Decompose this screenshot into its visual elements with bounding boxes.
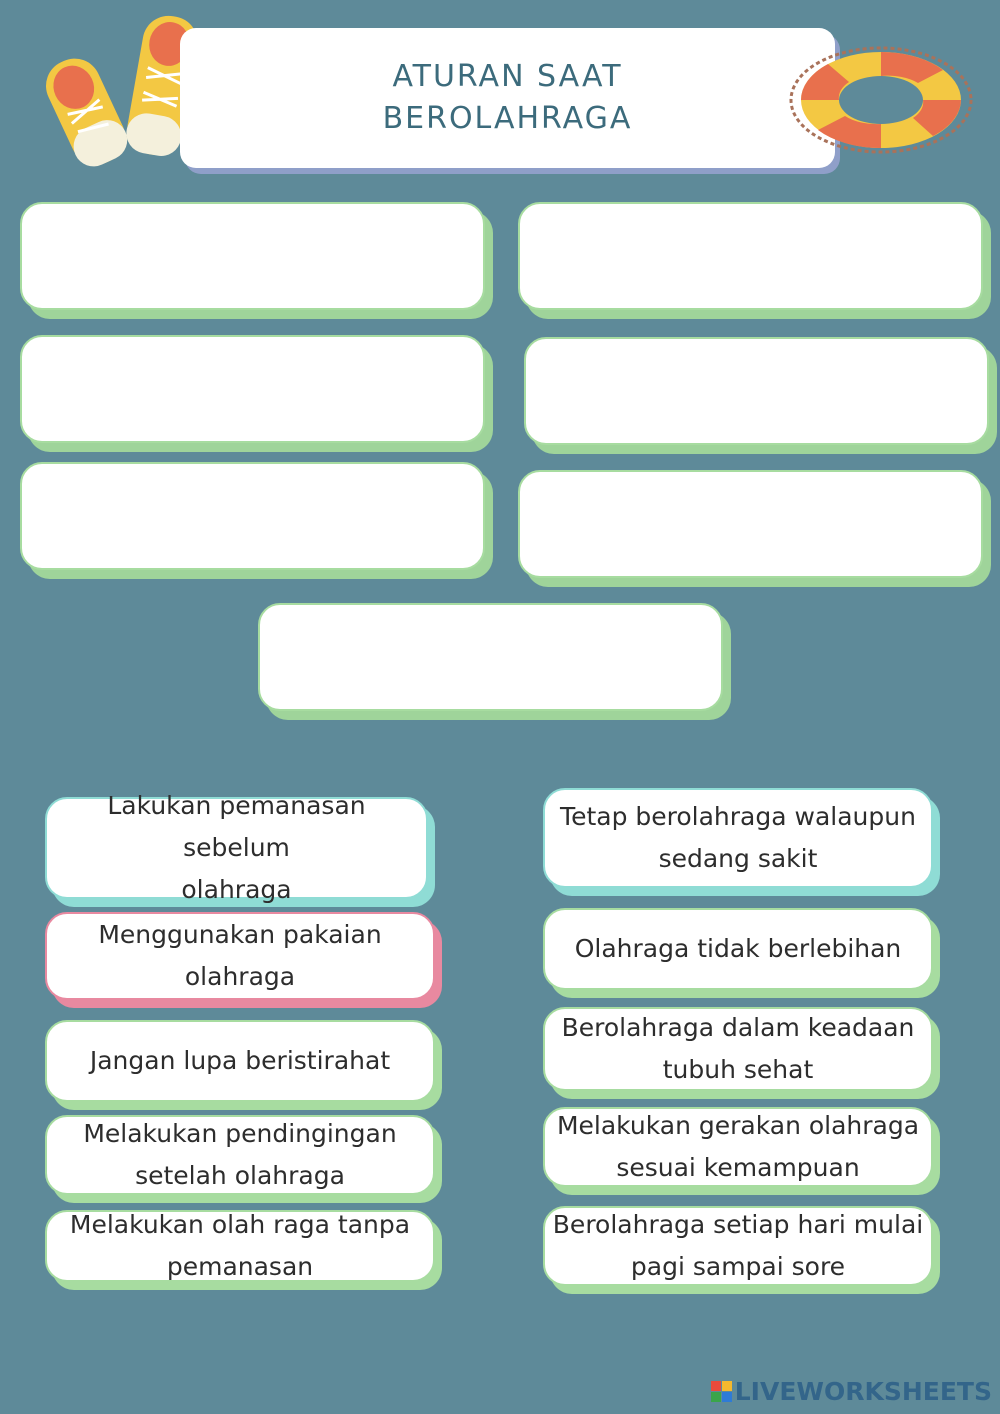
title-card — [180, 28, 835, 168]
option-label: Menggunakan pakaian olahraga — [98, 920, 382, 991]
option-card[interactable] — [543, 788, 933, 888]
option-label: Melakukan olah raga tanpa pemanasan — [69, 1210, 411, 1281]
option-label: Lakukan pemanasan sebelum olahraga — [107, 791, 366, 904]
option-label: Jangan lupa beristirahat — [89, 1046, 391, 1075]
answer-box-5[interactable] — [20, 462, 485, 570]
option-card[interactable] — [543, 1107, 933, 1187]
option-card[interactable] — [45, 1210, 435, 1282]
answer-box-3[interactable] — [20, 335, 485, 443]
lifebuoy-icon — [783, 38, 978, 163]
option-card[interactable] — [45, 1115, 435, 1195]
option-card[interactable] — [543, 1007, 933, 1091]
page-title-line1: ATURAN SAAT — [392, 59, 623, 94]
answer-box-1[interactable] — [20, 202, 485, 310]
answer-box-6[interactable] — [518, 470, 983, 578]
option-label: Olahraga tidak berlebihan — [574, 934, 902, 963]
option-card[interactable] — [45, 912, 435, 1000]
brand-mark-icon — [711, 1381, 732, 1402]
answer-box-4[interactable] — [524, 337, 989, 445]
option-card[interactable] — [45, 1020, 435, 1102]
option-label: Berolahraga dalam keadaan tubuh sehat — [561, 1013, 915, 1084]
answer-box-2[interactable] — [518, 202, 983, 310]
sneakers-icon — [30, 5, 195, 185]
option-card[interactable] — [543, 908, 933, 990]
option-label: Berolahraga setiap hari mulai pagi sampai sore — [552, 1210, 924, 1281]
page-title-line2: BEROLAHRAGA — [382, 101, 633, 136]
option-card[interactable] — [45, 791, 428, 904]
option-card[interactable] — [543, 1206, 933, 1286]
option-label: Melakukan gerakan olahraga sesuai kemampuan — [556, 1111, 920, 1182]
option-label: Melakukan pendingingan setelah olahraga — [83, 1119, 397, 1190]
option-label: Tetap berolahraga walaupun sedang sakit — [560, 802, 916, 873]
answer-box-7[interactable] — [258, 603, 723, 711]
brand-name: LIVEWORKSHEETS — [734, 1377, 992, 1406]
liveworksheets-logo — [711, 1377, 992, 1406]
